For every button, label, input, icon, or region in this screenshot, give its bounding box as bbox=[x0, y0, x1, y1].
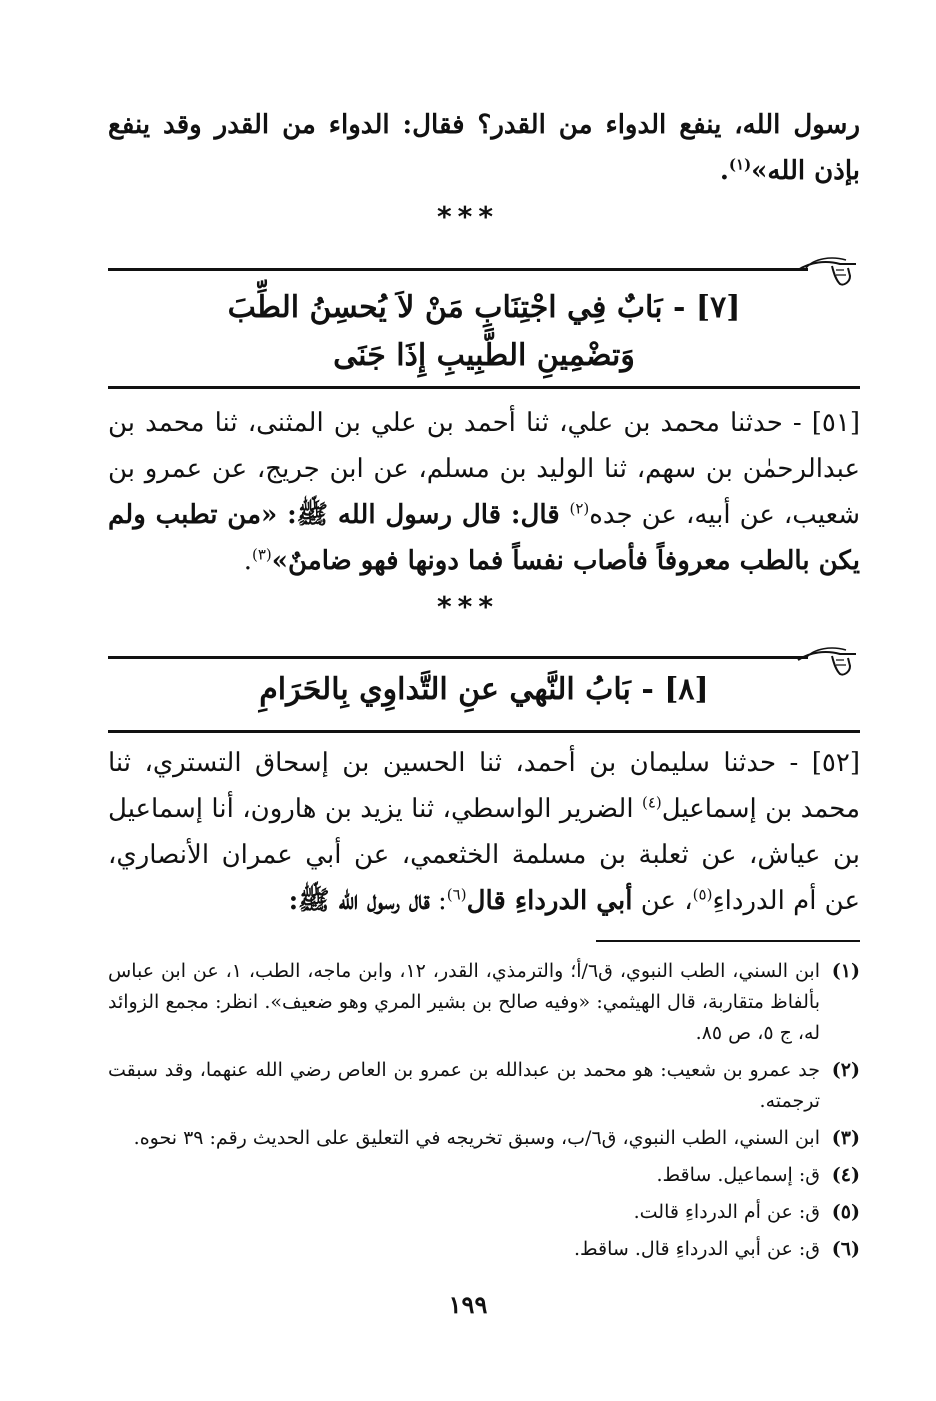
hadith-52-paragraph bbox=[108, 740, 860, 924]
footnote-text: ق: إسماعيل. ساقط. bbox=[656, 1164, 820, 1186]
section-separator-2: *** bbox=[437, 590, 499, 623]
footnote-number: (٦) bbox=[831, 1238, 860, 1260]
footnotes-rule bbox=[596, 940, 860, 942]
hadith-52-chain-2: الضرير الواسطي، ثنا يزيد بن هارون، أنا إسماعيل بن عياش، عن ثعلبة بن مسلمة الخثعمي، عن أبي عمران الأنصاري، عن أم الدرداءِ bbox=[108, 794, 860, 916]
hadith-51-said: قال: bbox=[501, 500, 570, 530]
hadith-51-paragraph bbox=[108, 400, 860, 584]
hadith-52-chain-3: ، عن bbox=[632, 886, 693, 916]
hadith-51-text: قال رسول الله ﷺ: «من تطبب ولم يكن بالطب معروفاً فأصاب نفساً فما دونها فهو ضامنٌ» bbox=[108, 500, 860, 576]
page-number: ١٩٩ bbox=[448, 1290, 488, 1319]
footnote-2 bbox=[108, 1055, 860, 1117]
chapter-7-heading-line-2: وَتضْمِينِ الطَّبِيبِ إِذَا جَنَى bbox=[333, 338, 635, 373]
chapter-7-top-rule bbox=[108, 268, 808, 271]
footnote-text: ابن السني، الطب النبوي، ق٦/أ؛ والترمذي، القدر، ١٢، وابن ماجه، الطب، ١، عن ابن عباس بألفاظ متقاربة، قال الهيثمي: «وفيه صالح بن بشير المري وهو ضعيف». انظر: مجمع الزوائد له، ج ٥، ص ٨٥. bbox=[108, 960, 820, 1044]
footnote-number: (٣) bbox=[831, 1127, 860, 1149]
chapter-7-heading-line-1: [٧] - بَابٌ فِي اجْتِنَابِ مَنْ لاَ يُحسِنُ الطِّبَ bbox=[227, 290, 741, 325]
footnote-6 bbox=[108, 1234, 860, 1265]
chapter-8-heading: [٨] - بَابُ النَّهي عنِ التَّداوِي بِالحَرَامِ bbox=[259, 672, 709, 707]
footnote-text: ق: عن أم الدرداءِ قالت. bbox=[633, 1201, 820, 1223]
footnote-number: (١) bbox=[831, 960, 860, 982]
hadith-52-prophet-said: قال رسول الله ﷺ: bbox=[288, 886, 430, 916]
chapter-7-bottom-rule bbox=[108, 386, 860, 389]
footnote-ref-4[interactable]: (٤) bbox=[641, 793, 662, 812]
footnote-ref-1[interactable]: (١) bbox=[728, 155, 752, 174]
hadith-52-colon: : bbox=[429, 886, 447, 916]
section-separator: *** bbox=[437, 200, 499, 233]
footnote-text: جد عمرو بن شعيب: هو محمد بن عبدالله بن عمرو بن العاص رضي الله عنهما، وقد سبقت ترجمته. bbox=[108, 1059, 820, 1112]
footnotes bbox=[108, 956, 860, 1271]
intro-end: . bbox=[719, 156, 729, 186]
footnote-text: ق: عن أبي الدرداءِ قال. ساقط. bbox=[573, 1238, 820, 1260]
chapter-8-top-rule bbox=[108, 656, 808, 659]
hadith-52-chain: [٥٢] - حدثنا سليمان بن أحمد، ثنا الحسين بن إسحاق التستري، ثنا محمد بن إسماعيل bbox=[108, 748, 860, 824]
footnote-4 bbox=[108, 1160, 860, 1191]
footnote-ref-6[interactable]: (٦) bbox=[446, 885, 467, 904]
hadith-51-end: . bbox=[243, 546, 252, 576]
footnote-number: (٤) bbox=[831, 1164, 860, 1186]
chapter-7-heading bbox=[108, 284, 860, 380]
footnote-ref-2[interactable]: (٢) bbox=[569, 499, 590, 518]
intro-text: رسول الله، ينفع الدواء من القدر؟ فقال: الدواء من القدر وقد ينفع بإذن الله» bbox=[108, 110, 860, 186]
footnote-ref-5[interactable]: (٥) bbox=[692, 885, 713, 904]
footnote-1 bbox=[108, 956, 860, 1049]
hadith-51-chain: [٥١] - حدثنا محمد بن علي، ثنا أحمد بن علي بن المثنى، ثنا محمد بن عبدالرحمٰن بن سهم، ثنا الوليد بن مسلم، عن ابن جريج، عن عمرو بن شعيب، عن أبيه، عن جده bbox=[108, 408, 860, 530]
intro-paragraph bbox=[108, 102, 860, 194]
chapter-8-bottom-rule bbox=[108, 730, 860, 733]
footnote-number: (٥) bbox=[831, 1201, 860, 1223]
footnote-ref-3[interactable]: (٣) bbox=[251, 545, 272, 564]
footnote-5 bbox=[108, 1197, 860, 1228]
footnote-3 bbox=[108, 1123, 860, 1154]
footnote-number: (٢) bbox=[831, 1059, 860, 1081]
footnote-text: ابن السني، الطب النبوي، ق٦/ب، وسبق تخريجه في التعليق على الحديث رقم: ٣٩ نحوه. bbox=[133, 1127, 820, 1149]
hadith-52-narrator: أبي الدرداءِ قال bbox=[466, 886, 633, 916]
